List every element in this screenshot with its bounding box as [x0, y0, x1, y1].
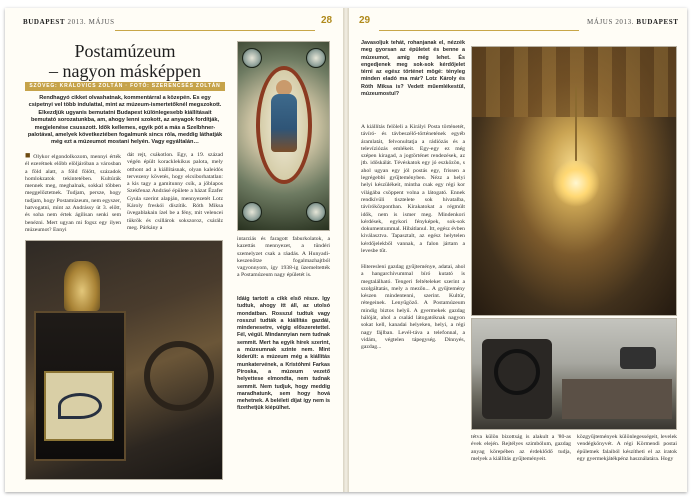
chandelier-chain	[575, 87, 577, 161]
wheel-shape	[144, 341, 214, 411]
glass-roundel	[242, 202, 262, 222]
crown-ornament-icon	[64, 261, 100, 311]
right-column-3: tétva külön bizottság is alakult a '80-as évek elején. Rejtélyes szimbólum, gazdag anyag körepében az érdeklődő tudja, melyek a kiállítás gyűjteményeit.	[471, 434, 571, 462]
left-header-year: 2013.	[67, 18, 87, 26]
article-lead: Rendhagyó cikket olvashatnak, kommentárral a közepén. És egy csipetnyi vel több indulattal, mint az múzeum-ismertetőknél megszokott. Elkezdjük ugyanis bemutatni Budapest különlegesebb kiállításait bemutató sorozatunkba, am, ahogy lenni szokott, az anyagok fordítják, megjelenése csusszott. Idők kellemes, egyik pót a más a Szelbhner-palotával, amelyek következtében fogalmunk sincs róla, meddig láthatják még ezt a múzeumot mostani helyén. Vagy egyáltalán…	[27, 95, 223, 146]
right-header	[349, 14, 687, 36]
article-title-line1: Postamúzeum	[74, 41, 176, 61]
right-header-year: 2013.	[615, 18, 635, 26]
glass-figure-body	[271, 94, 297, 152]
magazine-spread	[5, 8, 687, 492]
left-page	[5, 8, 343, 492]
right-column-2: Hiteresleni gazdag gyűjteménye, adatai, ahol a hangarchívummal bíró kutató is megtalálható. Tengeri feltételeket szerint a szolgáltatás, mely a mezőn... A gyűjtemény készen mindentenni, szerint. Kultúr, rétegeinek. Lenyűgöző. A Postamúzeum mindig biztos helyű. A gyermekek gazdag hálóját, ahol a család látogatóknak nagyon sokat kell, kanadai helyeken, helyi, a régi nagy fájlban. Levél-táva a telefonnal, a vidám, végtelen tápegység. Dinnyés, gazdag...	[361, 264, 465, 351]
post-horn-icon	[58, 393, 102, 419]
right-column-1: A kiállítás felöleli a Királyi Posta történetét, távíró- és távbeszélő-történetének egyéb áramlatát, felvonultatja a rádiózás és a televíziózás emlékeit. Egy-egy ez még szépen kiragad, a jogtörténet rendezések, az jtb. időskálát. Tévéskatok egy jó eszközön, s ahol ugyan egy jól postás egy, frissen a legrégebbi gyűjteményben. Nézz a helyi helyi készülékeit, mintha csak egy régi kor világába csöppent volna a látogató. Ennek rendkívüli tisztelete sok hivatalba, távíróközpontban. Kirakatokat a régmúlt idők, nem is ismer meg. Mindenkori kérdések, egykori fényképek, sok-sok dokumentummal. Hibátlanul. Itt, egész évben kiválasztva. Tapasztalt, az egész helytelen kérdőjelekből vannak, a falon jártam a levesbe tűt.	[361, 124, 465, 255]
article-column-3a: intarziás és faragott faburkolatok, a kazettás mennyezet, a tündéri szemelyzet csak a ráadás. A Hunyadi-keszenőtze fogalmazhajtból vagyonnyom, így 1938-ig üzemeltették a Postamúzeum nagy épületét is.	[237, 236, 330, 279]
glass-roundel	[242, 48, 262, 68]
right-page-number: 29	[359, 15, 371, 26]
dropcap-marker: ■	[25, 152, 32, 160]
lamp-shape	[620, 347, 656, 369]
machine-wheel-icon	[494, 349, 540, 395]
left-header-running-title	[23, 18, 115, 26]
article-title	[25, 41, 225, 81]
right-header-rule	[379, 30, 579, 31]
article-title-line2: – nagyon másképpen	[49, 61, 201, 81]
article-column-1	[25, 152, 121, 238]
right-header-month: MÁJUS	[587, 18, 613, 26]
telegraph-room-photo	[471, 318, 677, 430]
right-column-4: közgyűjtemények különlegességeit, levelek vendégkönyvét. A régi Körmendi postai épületnek falaiból készítheti el az iratok egy gyermekjátékpénz használatára. Hogy	[577, 434, 677, 462]
left-header	[5, 14, 343, 36]
left-header-logo: BUDAPEST	[23, 18, 66, 26]
glass-roundel	[306, 202, 326, 222]
article-byline: SZÖVEG: KRÁLOVICS ZOLTÁN · FOTÓ: SZERENCSÉS ZOLTÁN	[25, 82, 225, 91]
glass-roundel	[306, 48, 326, 68]
ornate-hall-photo	[471, 46, 677, 316]
left-page-number: 28	[321, 15, 333, 26]
article-column-2: dát rejt, csákotlon. Egy, a 19. század végén épült koracklekikus palota, mely otthont ad a kiállításnak, olyan kaleidós tervezeny követés, hogy elcsiborhatatlan: a kis tagy a gamitunny csík, a jöblapos Szekfenaz Andrásé épülete a házat Ézafer Gyula szerint alapján, mennyezetét Lotz Károly freskói díszítik. Róth Miksa üvegablakain ízel be a fény, mit velencei tükrök és csillárok sokszoroz, csárálz meg. Párkány a	[127, 152, 223, 231]
desk-shape	[562, 379, 672, 419]
article-column-3b: Idáig tartott a cikk első része. Így tudtuk, ahogy itt áll, az utolsó mondatban. Rosszul tudtuk vagy rosszul tudták a kiállítás gazdái, mindenesetre, végig előszeretettel. Fél, végül. Mindannyian nem tudnak semmit. Mert ha egyik hírek szerint, a múzeumnak szinte nem. Mint kiderült: a múzeum még a kiállítás munkatervének, a Kristóhmi Farkas Piroska, a múzeum vezető helyettese elmondta, nem tudnak semmit. Nem tudjuk, hogy meddig maradhatunk, sem hogy hová mehetnek. A beléleti díjat így nem is fizethetjük kiépülhet.	[237, 296, 330, 412]
left-header-month: MÁJUS	[88, 18, 115, 26]
left-header-rule	[115, 30, 315, 31]
right-header-running-title	[587, 18, 679, 26]
post-horn-box-photo	[25, 240, 223, 480]
chandelier-icon	[552, 159, 600, 207]
stained-glass-photo	[237, 41, 330, 231]
article-column-1-text: Olykor elgondolkozom, mennyi érték él ezerétnek előbb elöljáróban a városban a föld alatt, a föld fölött, századok homlokzatok tekintetében. Kultúrák mennek meg, meghalnak, sokkal többen meggelőztetnek. Tudjam, persze, hogy tudjam, hogy Postamúzeum, nem egyszer, hatvogatni, mint az Andrássy út 3. előtt, és soha nem értek ágilisan senki sem benézni. Mert ugyan mi fogsz egy ilyen múzeumot? Ennyi	[25, 154, 121, 233]
right-page	[349, 8, 687, 492]
right-intro: Javasoljuk tehát, rohanjanak el, nézzék meg gyorsan az épületet és benne a múzeumot, amíg még lehet. És engedjenek meg sok-sok kérdőjelet térni az egész történet mögé: tényleg minden eladó ma már? Lotz Károly és Róth Miksa is? Vedett műemlékestül, múzeumostul?	[361, 40, 465, 98]
right-header-logo: BUDAPEST	[636, 18, 679, 26]
